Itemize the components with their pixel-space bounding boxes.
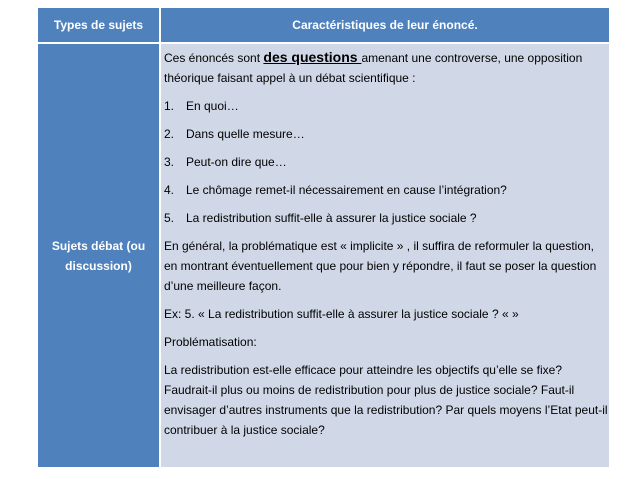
row-type-label: Sujets débat (ou discussion) xyxy=(51,238,146,273)
list-item-text: Dans quelle mesure… xyxy=(186,127,305,141)
intro-before: Ces énoncés sont xyxy=(164,51,264,65)
list-item-text: En quoi… xyxy=(186,99,239,113)
problematisation-label: Problématisation: xyxy=(164,335,257,349)
list-item xyxy=(164,208,609,228)
intro-paragraph xyxy=(164,47,609,88)
list-item xyxy=(164,124,609,144)
intro-after: amenant une controverse, une opposition théorique faisant appel à un débat scientifique : xyxy=(164,51,583,85)
general-paragraph: En général, la problématique est « implicite » , il suffira de reformuler la question, en montrant éventuellement que pour bien y répondre, il faut se poser la question d’une meilleure façon. xyxy=(164,239,597,293)
list-item-number: 3. xyxy=(164,155,175,169)
problematisation-text: La redistribution est-elle efficace pour atteindre les objectifs qu’elle se fixe? Faudrait-il plus ou moins de redistribution pour plus de justice sociale? Faut-il envisager d’autres instruments que la redistribution? Par quels moyens l’Etat peut-il contribuer à la justice sociale? xyxy=(164,363,608,437)
list-item-text: Peut-on dire que… xyxy=(186,155,287,169)
list-item xyxy=(164,180,609,200)
list-item xyxy=(164,152,609,172)
subject-types-table xyxy=(38,8,609,467)
list-item-number: 1. xyxy=(164,99,175,113)
list-item xyxy=(164,96,609,116)
row-description-cell xyxy=(161,44,609,467)
list-item-number: 4. xyxy=(164,183,175,197)
row-type-cell xyxy=(38,44,159,467)
example-paragraph: Ex: 5. « La redistribution suffit-elle à assurer la justice sociale ? « » xyxy=(164,307,519,321)
header-caracteristiques: Caractéristiques de leur énoncé. xyxy=(161,8,609,42)
list-item-text: Le chômage remet-il nécessairement en cause l’intégration? xyxy=(186,183,507,197)
intro-emphasis: des questions xyxy=(263,49,362,65)
list-item-number: 5. xyxy=(164,211,175,225)
list-item-number: 2. xyxy=(164,127,175,141)
list-item-text: La redistribution suffit-elle à assurer la justice sociale ? xyxy=(186,211,477,225)
header-types-de-sujets: Types de sujets xyxy=(38,8,159,42)
